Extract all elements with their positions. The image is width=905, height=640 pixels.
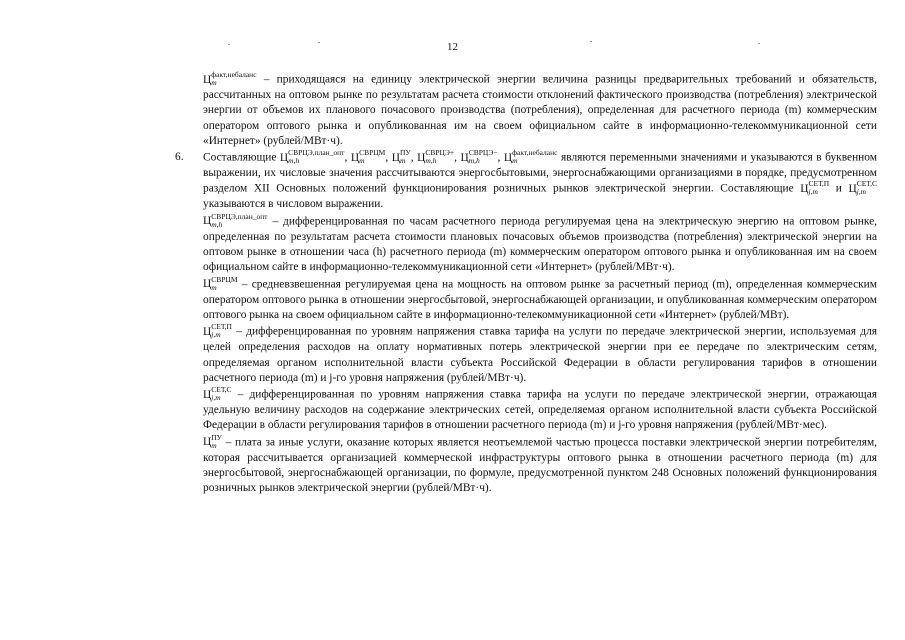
symbol-set-s: Ц СЕТ,С j,m <box>203 385 232 403</box>
symbol-svrce-plus: Ц СВРЦЭ+ m,h <box>417 148 455 166</box>
definition-svrcm <box>203 274 877 324</box>
symbol-set-p: Ц СЕТ,П j,m <box>800 179 830 197</box>
item-number: 6. <box>175 151 184 164</box>
definition-fakt-nebalans <box>203 72 877 149</box>
definition-set-s <box>203 387 877 434</box>
symbol-pu: Ц ПУ m <box>391 148 411 166</box>
list-item-6: 6. Составляющие Ц СВРЦЭ,план_опт m,h , Ц СВРЦМ m , Ц ПУ m , Ц СВРЦЭ+ m,h , Ц СВРЦЭ− m,h , Ц факт,небаланс m являются переменными значениями и указываются в буквенном выражении, их числовые значения рассчитываются энергосбытовыми, энергоснабжающими организациями в порядке, предусмотренном разделом XII Основных положений функционирования розничных рынков электрической энергии. Составляющие Ц СЕТ,П j,m и Ц СЕТ,С j,m указываются в числовом выражении. <box>175 148 877 211</box>
symbol-svrce-plan: Ц СВРЦЭ,план_опт m,h <box>279 148 345 166</box>
definition-text: – средневзвешенная регулируемая цена на мощность на оптовом рынке за расчетный период (m), определенная коммерческим оператором оптового рынка в отношении энергосбытовой, энергоснабжающей организации, и опубликованная коммерческим оператором оптового рынка на своем официальном сайте в информационно-телекоммуникационной сети «Интернет» (рублей/МВт). <box>203 278 877 321</box>
definition-text: – дифференцированная по уровням напряжения ставка тарифа на услуги по передаче электрической энергии, используемая для целей определения расходов на оплату нормативных потерь электрической энергии при ее передаче по электрическим сетям, определяемая органом исполнительной власти субъекта Российской Федерации в области регулирования тарифов в отношении расчетного периода (m) и j-го уровня напряжения (рублей/МВт·ч). <box>203 325 877 384</box>
page-number: 12 <box>447 41 458 53</box>
definition-svrce-plan <box>203 211 877 276</box>
document-body <box>175 72 877 498</box>
symbol-svrcm: Ц СВРЦМ m <box>203 274 238 292</box>
symbol-fakt-nebalans: Ц факт,небаланс m <box>203 70 257 87</box>
symbol-svrcm: Ц СВРЦМ m <box>350 148 386 166</box>
definition-text: – приходящаяся на единицу электрической энергии величина разницы предварительных требований и обязательств, рассчитанных на оптовом рынке по результатам расчета стоимости отклонений фактического производства (потребления) электрической энергии от объемов их планового почасового производства (потребления), определенная для расчетного периода (m) коммерческим оператором оптового рынка и опубликованная им на своем официальном сайте в информационно-телекоммуникационной сети «Интернет» (рублей/МВт·ч). <box>203 73 877 147</box>
definition-text: – плата за иные услуги, оказание которых является неотъемлемой частью процесса поставки электрической энергии потребителям, которая рассчитывается организацией коммерческой инфраструктуры оптового рынка в отношении расчетного периода (m) для энергосбытовой, энергоснабжающей организации, по формуле, предусмотренной пунктом 248 Основных положений функционирования розничных рынков электрической энергии (рублей/МВт·ч). <box>203 436 877 495</box>
symbol-set-p: Ц СЕТ,П j,m <box>203 322 232 340</box>
symbol-svrce-plan: Ц СВРЦЭ,план_опт m,h <box>203 211 268 229</box>
symbol-fakt-nebalans: Ц факт,небаланс m <box>503 148 558 166</box>
definition-pu <box>203 432 877 497</box>
definition-text: – дифференцированная по уровням напряжения ставка тарифа на услуги по передаче электрической энергии, отражающая удельную величину расходов на содержание электрических сетей, определяемая органом исполнительной власти субъекта Российской Федерации в области регулирования тарифов в отношении расчетного периода (m) и j-го уровня напряжения (рублей/МВт·мес). <box>203 388 877 432</box>
definition-set-p <box>203 324 877 386</box>
symbol-set-s: Ц СЕТ,С j,m <box>848 179 877 197</box>
definition-text: – дифференцированная по часам расчетного периода регулируемая цена на электрическую энергию на оптовом рынке, определенная по результатам расчета стоимости плановых почасовых объемов производства (потребления) электрической энергии на оптовом рынке в отношении часа (h) расчетного периода (m) коммерческим оператором оптового рынка и опубликованная им на своем официальном сайте в информационно-телекоммуникационной сети «Интернет» (рублей/МВт·ч). <box>203 215 877 274</box>
symbol-svrce-minus: Ц СВРЦЭ− m,h <box>460 148 498 166</box>
symbol-pu: Ц ПУ m <box>203 432 222 450</box>
